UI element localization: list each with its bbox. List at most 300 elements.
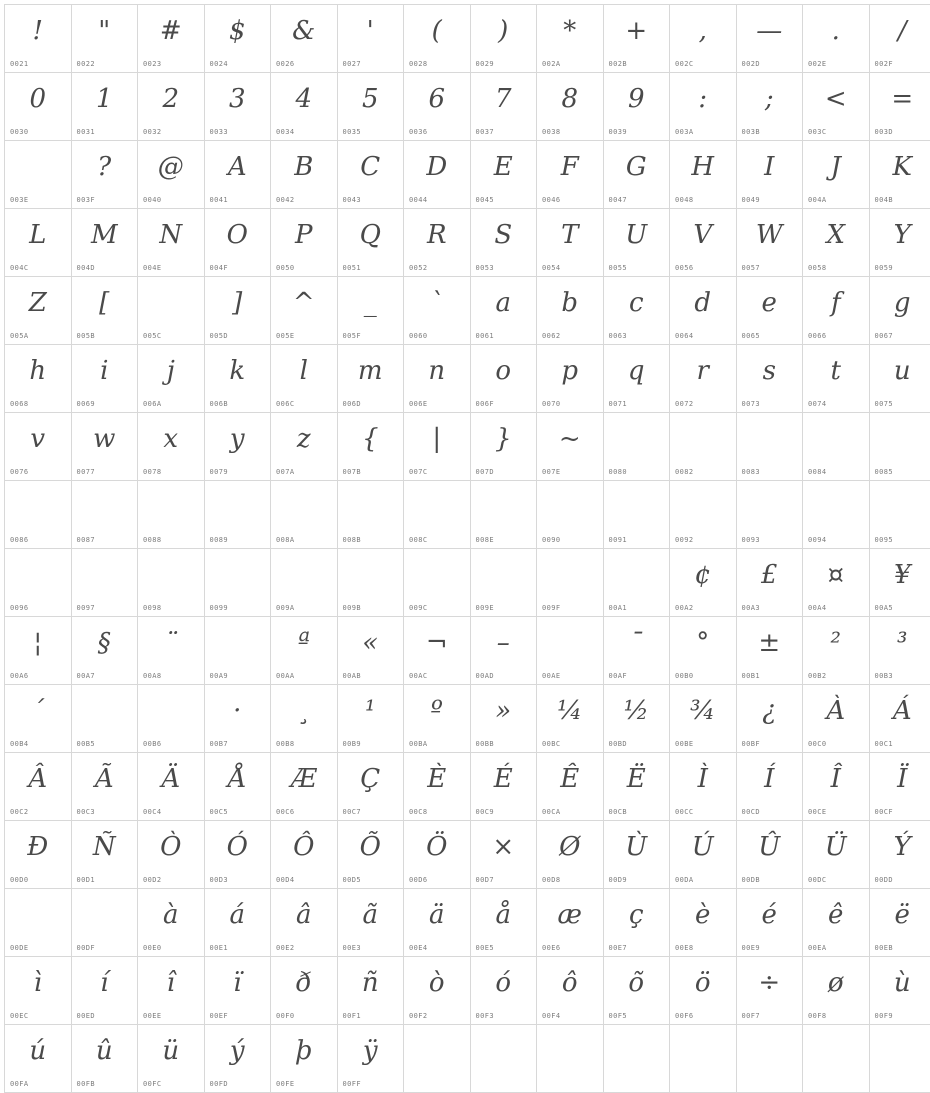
glyph-cell[interactable] xyxy=(5,209,72,277)
glyph-cell[interactable] xyxy=(138,889,205,957)
glyph-codepoint: 008E xyxy=(476,536,494,544)
glyph-cell[interactable] xyxy=(271,549,338,617)
glyph-cell[interactable] xyxy=(404,481,471,549)
glyph-cell[interactable] xyxy=(803,685,870,753)
glyph-cell[interactable] xyxy=(337,753,404,821)
glyph-character: i xyxy=(72,345,138,393)
glyph-cell[interactable] xyxy=(138,413,205,481)
glyph-cell[interactable] xyxy=(670,5,737,73)
glyph-cell[interactable] xyxy=(670,345,737,413)
glyph-cell[interactable] xyxy=(803,345,870,413)
glyph-character: 4 xyxy=(271,73,337,121)
glyph-character: ' xyxy=(338,5,404,53)
glyph-cell[interactable] xyxy=(736,617,803,685)
glyph-cell[interactable] xyxy=(470,549,537,617)
glyph-cell[interactable] xyxy=(204,345,271,413)
glyph-cell[interactable] xyxy=(537,209,604,277)
glyph-codepoint: 0091 xyxy=(609,536,627,544)
glyph-cell[interactable] xyxy=(869,957,930,1025)
glyph-cell[interactable] xyxy=(670,889,737,957)
glyph-codepoint: 00DE xyxy=(10,944,28,952)
glyph-cell[interactable] xyxy=(138,345,205,413)
glyph-cell[interactable] xyxy=(71,617,138,685)
glyph-codepoint: 006E xyxy=(409,400,427,408)
glyph-cell[interactable] xyxy=(337,889,404,957)
glyph-cell[interactable] xyxy=(204,685,271,753)
glyph-cell[interactable] xyxy=(470,5,537,73)
glyph-character: 8 xyxy=(537,73,603,121)
glyph-cell[interactable] xyxy=(71,141,138,209)
glyph-cell[interactable] xyxy=(404,549,471,617)
glyph-character: ¼ xyxy=(537,685,603,733)
glyph-cell[interactable] xyxy=(603,277,670,345)
glyph-codepoint: 004C xyxy=(10,264,28,272)
glyph-character: g xyxy=(870,277,930,325)
glyph-cell[interactable] xyxy=(204,277,271,345)
empty-cell xyxy=(470,1025,537,1093)
glyph-cell[interactable] xyxy=(869,413,930,481)
glyph-cell[interactable] xyxy=(470,889,537,957)
glyph-cell[interactable] xyxy=(736,549,803,617)
glyph-character: S xyxy=(471,209,537,257)
glyph-cell[interactable] xyxy=(337,345,404,413)
glyph-cell[interactable] xyxy=(271,345,338,413)
glyph-cell[interactable] xyxy=(71,685,138,753)
glyph-cell[interactable] xyxy=(404,277,471,345)
glyph-character xyxy=(138,277,204,325)
glyph-cell[interactable] xyxy=(5,753,72,821)
glyph-cell[interactable] xyxy=(138,73,205,141)
glyph-cell[interactable] xyxy=(138,141,205,209)
glyph-cell[interactable] xyxy=(337,413,404,481)
glyph-cell[interactable] xyxy=(337,209,404,277)
glyph-cell[interactable] xyxy=(71,481,138,549)
glyph-cell[interactable] xyxy=(537,277,604,345)
glyph-cell[interactable] xyxy=(71,889,138,957)
glyph-cell[interactable] xyxy=(5,617,72,685)
glyph-cell[interactable] xyxy=(736,413,803,481)
glyph-cell[interactable] xyxy=(670,821,737,889)
glyph-cell[interactable] xyxy=(138,685,205,753)
glyph-cell[interactable] xyxy=(138,277,205,345)
glyph-cell[interactable] xyxy=(603,413,670,481)
glyph-cell[interactable] xyxy=(5,957,72,1025)
glyph-codepoint: 00D9 xyxy=(609,876,627,884)
glyph-character: M xyxy=(72,209,138,257)
glyph-codepoint: 0052 xyxy=(409,264,427,272)
glyph-cell[interactable] xyxy=(670,141,737,209)
glyph-cell[interactable] xyxy=(204,141,271,209)
glyph-codepoint: 00BD xyxy=(609,740,627,748)
glyph-cell[interactable] xyxy=(670,209,737,277)
glyph-character: Ø xyxy=(537,821,603,869)
glyph-cell[interactable] xyxy=(736,277,803,345)
glyph-cell[interactable] xyxy=(803,277,870,345)
glyph-cell[interactable] xyxy=(271,685,338,753)
glyph-cell[interactable] xyxy=(736,821,803,889)
glyph-cell[interactable] xyxy=(537,345,604,413)
glyph-cell[interactable] xyxy=(5,481,72,549)
glyph-codepoint: 00B9 xyxy=(343,740,361,748)
glyph-cell[interactable] xyxy=(204,753,271,821)
glyph-cell[interactable] xyxy=(404,345,471,413)
glyph-cell[interactable] xyxy=(271,753,338,821)
glyph-cell[interactable] xyxy=(869,277,930,345)
glyph-character: é xyxy=(737,889,803,937)
glyph-cell[interactable] xyxy=(404,413,471,481)
glyph-cell[interactable] xyxy=(670,685,737,753)
glyph-character xyxy=(205,617,271,665)
glyph-cell[interactable] xyxy=(803,821,870,889)
glyph-cell[interactable] xyxy=(670,957,737,1025)
glyph-cell[interactable] xyxy=(337,617,404,685)
glyph-cell[interactable] xyxy=(204,481,271,549)
glyph-character xyxy=(870,413,930,461)
glyph-character xyxy=(338,549,404,597)
glyph-cell[interactable] xyxy=(537,481,604,549)
glyph-cell[interactable] xyxy=(869,685,930,753)
glyph-cell[interactable] xyxy=(603,889,670,957)
glyph-cell[interactable] xyxy=(271,413,338,481)
glyph-cell[interactable] xyxy=(803,753,870,821)
glyph-cell[interactable] xyxy=(71,821,138,889)
glyph-cell[interactable] xyxy=(5,1025,72,1093)
glyph-cell[interactable] xyxy=(337,277,404,345)
glyph-cell[interactable] xyxy=(603,821,670,889)
glyph-character: 7 xyxy=(471,73,537,121)
glyph-cell[interactable] xyxy=(404,617,471,685)
glyph-cell[interactable] xyxy=(603,549,670,617)
glyph-cell[interactable] xyxy=(736,209,803,277)
glyph-character: Ñ xyxy=(72,821,138,869)
glyph-cell[interactable] xyxy=(271,617,338,685)
glyph-cell[interactable] xyxy=(470,481,537,549)
glyph-cell[interactable] xyxy=(71,413,138,481)
glyph-cell[interactable] xyxy=(803,617,870,685)
glyph-cell[interactable] xyxy=(271,5,338,73)
glyph-character: J xyxy=(803,141,869,189)
glyph-cell[interactable] xyxy=(803,957,870,1025)
glyph-cell[interactable] xyxy=(470,413,537,481)
glyph-cell[interactable] xyxy=(271,73,338,141)
glyph-codepoint: 0041 xyxy=(210,196,228,204)
glyph-cell[interactable] xyxy=(603,753,670,821)
glyph-cell[interactable] xyxy=(603,685,670,753)
glyph-cell[interactable] xyxy=(271,889,338,957)
glyph-cell[interactable] xyxy=(470,685,537,753)
glyph-cell[interactable] xyxy=(271,277,338,345)
glyph-cell[interactable] xyxy=(670,481,737,549)
glyph-cell[interactable] xyxy=(736,753,803,821)
glyph-cell[interactable] xyxy=(736,141,803,209)
glyph-character: Á xyxy=(870,685,930,733)
glyph-cell[interactable] xyxy=(537,685,604,753)
glyph-cell[interactable] xyxy=(670,277,737,345)
glyph-codepoint: 0023 xyxy=(143,60,161,68)
glyph-cell[interactable] xyxy=(5,685,72,753)
glyph-character: y xyxy=(205,413,271,461)
glyph-cell[interactable] xyxy=(404,957,471,1025)
glyph-cell[interactable] xyxy=(869,549,930,617)
glyph-cell[interactable] xyxy=(404,753,471,821)
glyph-codepoint: 00C5 xyxy=(210,808,228,816)
glyph-codepoint: 00DF xyxy=(77,944,95,952)
glyph-cell[interactable] xyxy=(138,481,205,549)
glyph-cell[interactable] xyxy=(138,209,205,277)
glyph-character: Â xyxy=(5,753,71,801)
glyph-codepoint: 0092 xyxy=(675,536,693,544)
glyph-codepoint: 009B xyxy=(343,604,361,612)
glyph-character xyxy=(271,481,337,529)
glyph-codepoint: 0064 xyxy=(675,332,693,340)
glyph-cell[interactable] xyxy=(404,889,471,957)
glyph-codepoint: 00E2 xyxy=(276,944,294,952)
glyph-codepoint: 0038 xyxy=(542,128,560,136)
glyph-cell[interactable] xyxy=(869,821,930,889)
glyph-codepoint: 00AD xyxy=(476,672,494,680)
glyph-cell[interactable] xyxy=(869,345,930,413)
glyph-cell[interactable] xyxy=(803,481,870,549)
glyph-cell[interactable] xyxy=(337,549,404,617)
glyph-cell[interactable] xyxy=(337,685,404,753)
glyph-codepoint: 007A xyxy=(276,468,294,476)
glyph-cell[interactable] xyxy=(337,1025,404,1093)
glyph-cell[interactable] xyxy=(803,549,870,617)
glyph-character: a xyxy=(471,277,537,325)
glyph-cell[interactable] xyxy=(869,209,930,277)
glyph-cell[interactable] xyxy=(603,617,670,685)
glyph-character: ² xyxy=(803,617,869,665)
glyph-codepoint: 00EE xyxy=(143,1012,161,1020)
glyph-cell[interactable] xyxy=(204,889,271,957)
glyph-cell[interactable] xyxy=(404,821,471,889)
glyph-cell[interactable] xyxy=(204,957,271,1025)
glyph-character: Æ xyxy=(271,753,337,801)
glyph-cell[interactable] xyxy=(869,73,930,141)
glyph-cell[interactable] xyxy=(537,889,604,957)
glyph-cell[interactable] xyxy=(869,141,930,209)
glyph-character: Q xyxy=(338,209,404,257)
glyph-cell[interactable] xyxy=(337,957,404,1025)
glyph-cell[interactable] xyxy=(204,821,271,889)
glyph-cell[interactable] xyxy=(470,753,537,821)
glyph-cell[interactable] xyxy=(869,753,930,821)
glyph-cell[interactable] xyxy=(470,141,537,209)
glyph-cell[interactable] xyxy=(537,957,604,1025)
glyph-codepoint: 00F8 xyxy=(808,1012,826,1020)
glyph-cell[interactable] xyxy=(138,549,205,617)
glyph-cell[interactable] xyxy=(337,141,404,209)
glyph-row xyxy=(5,277,930,345)
glyph-cell[interactable] xyxy=(537,753,604,821)
glyph-character: ñ xyxy=(338,957,404,1005)
glyph-cell[interactable] xyxy=(71,753,138,821)
glyph-codepoint: 00D7 xyxy=(476,876,494,884)
glyph-character xyxy=(404,481,470,529)
glyph-character: å xyxy=(471,889,537,937)
glyph-cell[interactable] xyxy=(736,481,803,549)
glyph-cell[interactable] xyxy=(869,5,930,73)
glyph-cell[interactable] xyxy=(603,5,670,73)
glyph-codepoint: 00FA xyxy=(10,1080,28,1088)
glyph-cell[interactable] xyxy=(138,5,205,73)
glyph-cell[interactable] xyxy=(537,5,604,73)
glyph-codepoint: 003C xyxy=(808,128,826,136)
glyph-cell[interactable] xyxy=(71,277,138,345)
glyph-cell[interactable] xyxy=(204,549,271,617)
glyph-cell[interactable] xyxy=(603,957,670,1025)
glyph-cell[interactable] xyxy=(670,549,737,617)
glyph-cell[interactable] xyxy=(470,345,537,413)
glyph-cell[interactable] xyxy=(204,413,271,481)
glyph-cell[interactable] xyxy=(5,413,72,481)
glyph-cell[interactable] xyxy=(5,141,72,209)
glyph-cell[interactable] xyxy=(138,617,205,685)
glyph-codepoint: 0042 xyxy=(276,196,294,204)
glyph-cell[interactable] xyxy=(404,5,471,73)
glyph-cell[interactable] xyxy=(5,277,72,345)
glyph-codepoint: 00E7 xyxy=(609,944,627,952)
glyph-cell[interactable] xyxy=(337,821,404,889)
glyph-cell[interactable] xyxy=(670,73,737,141)
glyph-cell[interactable] xyxy=(470,617,537,685)
glyph-cell[interactable] xyxy=(138,753,205,821)
glyph-character: e xyxy=(737,277,803,325)
glyph-codepoint: 00DC xyxy=(808,876,826,884)
glyph-cell[interactable] xyxy=(5,889,72,957)
glyph-cell[interactable] xyxy=(470,821,537,889)
glyph-cell[interactable] xyxy=(204,5,271,73)
glyph-cell[interactable] xyxy=(5,5,72,73)
glyph-cell[interactable] xyxy=(736,957,803,1025)
glyph-character: Ç xyxy=(338,753,404,801)
glyph-cell[interactable] xyxy=(71,209,138,277)
glyph-cell[interactable] xyxy=(537,413,604,481)
glyph-cell[interactable] xyxy=(71,549,138,617)
glyph-cell[interactable] xyxy=(537,73,604,141)
glyph-character xyxy=(72,549,138,597)
glyph-cell[interactable] xyxy=(271,481,338,549)
glyph-cell[interactable] xyxy=(803,141,870,209)
glyph-codepoint: 00AA xyxy=(276,672,294,680)
glyph-cell[interactable] xyxy=(537,617,604,685)
glyph-cell[interactable] xyxy=(337,5,404,73)
glyph-cell[interactable] xyxy=(736,5,803,73)
glyph-cell[interactable] xyxy=(537,141,604,209)
glyph-cell[interactable] xyxy=(670,413,737,481)
glyph-cell[interactable] xyxy=(470,957,537,1025)
glyph-cell[interactable] xyxy=(337,481,404,549)
glyph-cell[interactable] xyxy=(470,73,537,141)
glyph-cell[interactable] xyxy=(204,617,271,685)
glyph-codepoint: 0044 xyxy=(409,196,427,204)
glyph-cell[interactable] xyxy=(271,957,338,1025)
glyph-cell[interactable] xyxy=(470,209,537,277)
glyph-cell[interactable] xyxy=(603,345,670,413)
glyph-cell[interactable] xyxy=(271,141,338,209)
glyph-cell[interactable] xyxy=(71,345,138,413)
glyph-cell[interactable] xyxy=(138,821,205,889)
glyph-cell[interactable] xyxy=(869,481,930,549)
glyph-codepoint: 00FC xyxy=(143,1080,161,1088)
glyph-cell[interactable] xyxy=(603,141,670,209)
glyph-cell[interactable] xyxy=(404,73,471,141)
glyph-codepoint: 002E xyxy=(808,60,826,68)
glyph-cell[interactable] xyxy=(71,5,138,73)
glyph-cell[interactable] xyxy=(869,617,930,685)
glyph-cell[interactable] xyxy=(204,1025,271,1093)
glyph-cell[interactable] xyxy=(736,889,803,957)
glyph-character: Ã xyxy=(72,753,138,801)
glyph-cell[interactable] xyxy=(670,753,737,821)
glyph-cell[interactable] xyxy=(803,5,870,73)
glyph-codepoint: 00CE xyxy=(808,808,826,816)
glyph-cell[interactable] xyxy=(603,209,670,277)
glyph-cell[interactable] xyxy=(271,1025,338,1093)
glyph-cell[interactable] xyxy=(5,821,72,889)
glyph-codepoint: 0051 xyxy=(343,264,361,272)
glyph-cell[interactable] xyxy=(803,413,870,481)
glyph-cell[interactable] xyxy=(71,1025,138,1093)
glyph-codepoint: 00CF xyxy=(875,808,893,816)
glyph-character: x xyxy=(138,413,204,461)
glyph-cell[interactable] xyxy=(271,209,338,277)
glyph-cell[interactable] xyxy=(71,957,138,1025)
glyph-cell[interactable] xyxy=(603,73,670,141)
glyph-character: Å xyxy=(205,753,271,801)
glyph-codepoint: 00A7 xyxy=(77,672,95,680)
glyph-cell[interactable] xyxy=(138,1025,205,1093)
glyph-character: ¤ xyxy=(803,549,869,597)
glyph-cell[interactable] xyxy=(803,209,870,277)
glyph-character: n xyxy=(404,345,470,393)
glyph-cell[interactable] xyxy=(5,549,72,617)
glyph-cell[interactable] xyxy=(404,209,471,277)
glyph-cell[interactable] xyxy=(470,277,537,345)
glyph-character: ? xyxy=(72,141,138,189)
glyph-cell[interactable] xyxy=(5,345,72,413)
glyph-cell[interactable] xyxy=(138,957,205,1025)
glyph-cell[interactable] xyxy=(337,73,404,141)
glyph-codepoint: 0075 xyxy=(875,400,893,408)
glyph-codepoint: 00FB xyxy=(77,1080,95,1088)
glyph-codepoint: 0022 xyxy=(77,60,95,68)
glyph-cell[interactable] xyxy=(670,617,737,685)
glyph-cell[interactable] xyxy=(204,209,271,277)
glyph-cell[interactable] xyxy=(404,685,471,753)
empty-cell xyxy=(670,1025,737,1093)
glyph-cell[interactable] xyxy=(71,73,138,141)
glyph-cell[interactable] xyxy=(5,73,72,141)
glyph-cell[interactable] xyxy=(537,549,604,617)
glyph-cell[interactable] xyxy=(537,821,604,889)
glyph-codepoint: 0043 xyxy=(343,196,361,204)
glyph-character: D xyxy=(404,141,470,189)
glyph-cell[interactable] xyxy=(603,481,670,549)
glyph-codepoint: 003F xyxy=(77,196,95,204)
glyph-cell[interactable] xyxy=(271,821,338,889)
glyph-cell[interactable] xyxy=(869,889,930,957)
glyph-cell[interactable] xyxy=(736,73,803,141)
glyph-cell[interactable] xyxy=(204,73,271,141)
glyph-cell[interactable] xyxy=(803,889,870,957)
glyph-character xyxy=(471,549,537,597)
glyph-cell[interactable] xyxy=(803,73,870,141)
glyph-cell[interactable] xyxy=(736,685,803,753)
glyph-cell[interactable] xyxy=(736,345,803,413)
glyph-character: Ö xyxy=(404,821,470,869)
glyph-cell[interactable] xyxy=(404,141,471,209)
